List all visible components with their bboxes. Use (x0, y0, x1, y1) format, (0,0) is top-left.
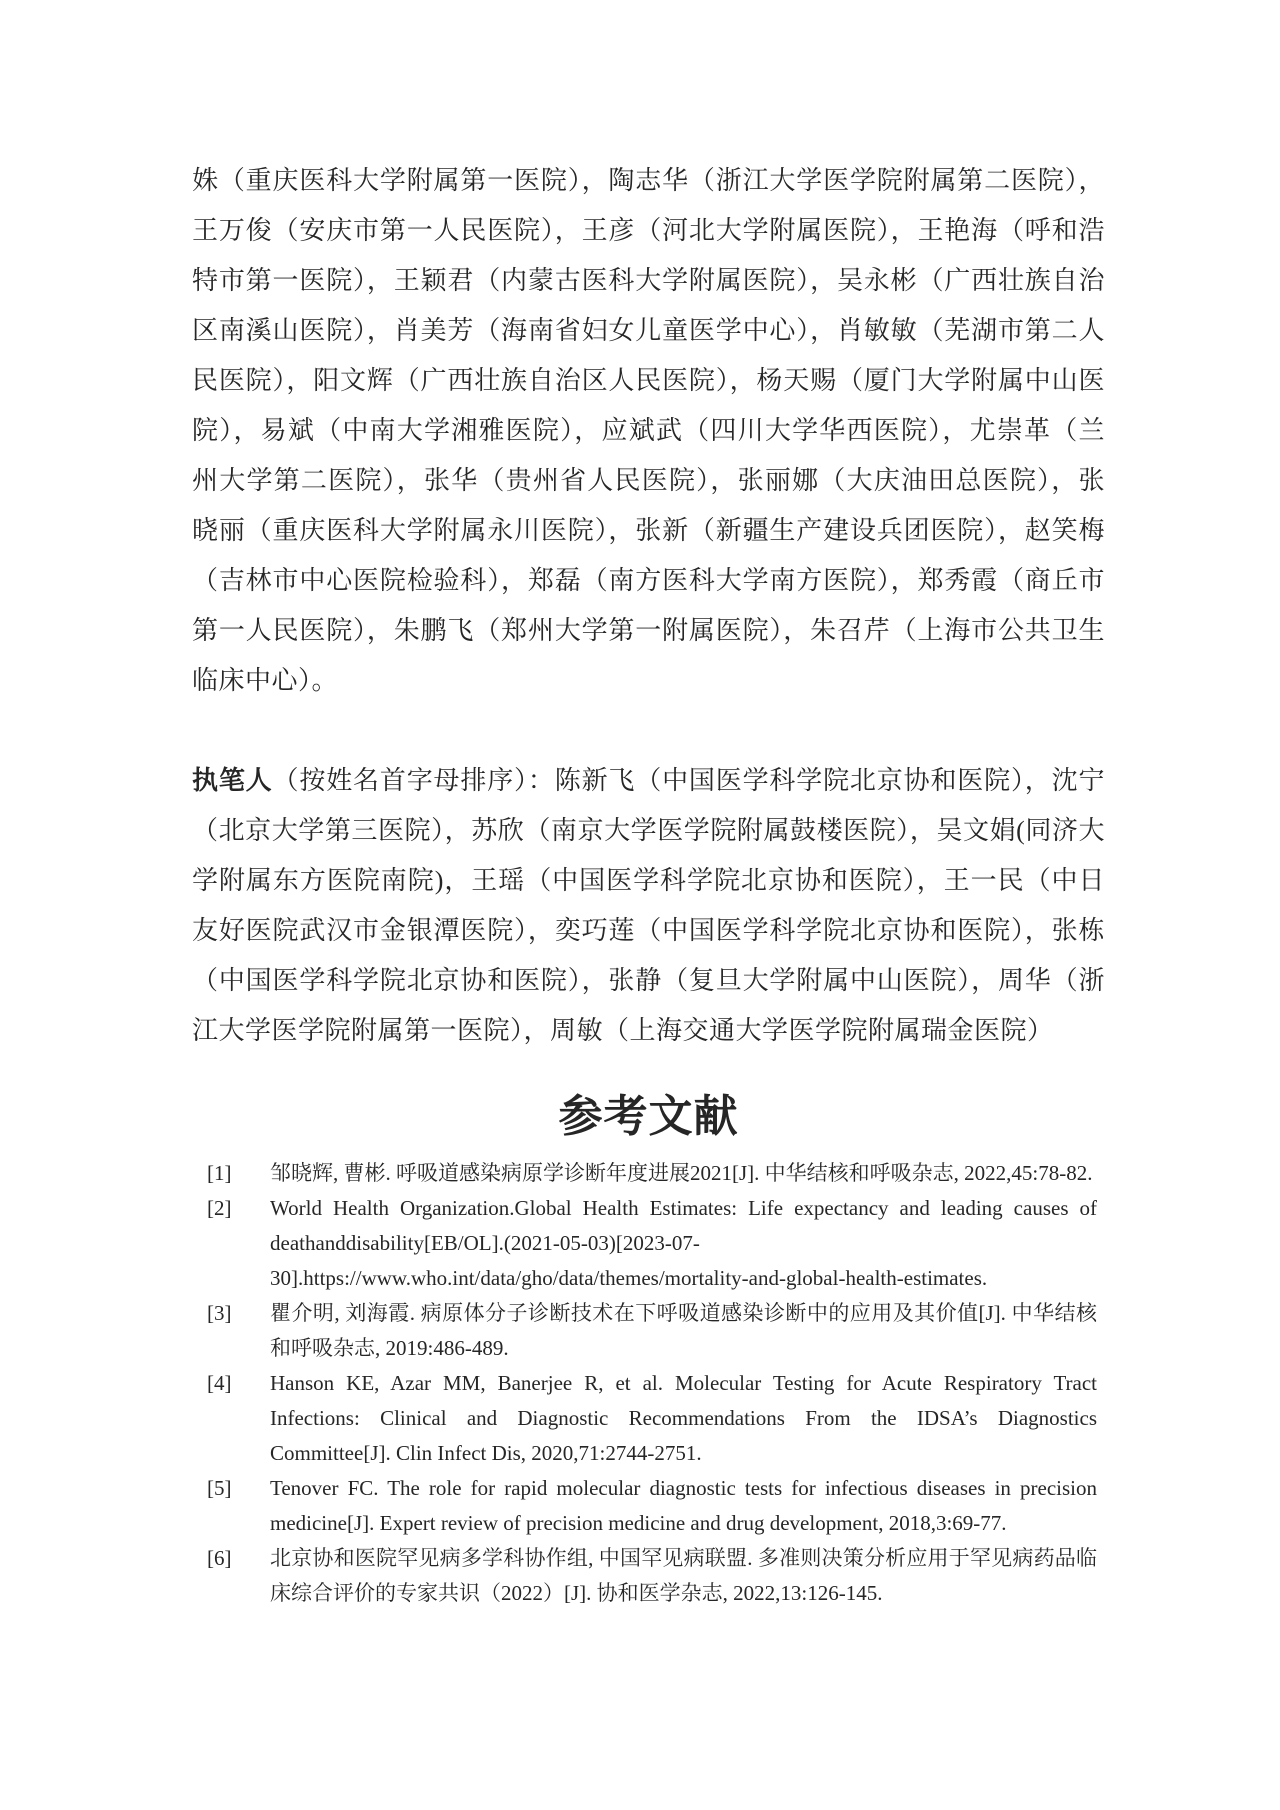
reference-number: [5] (207, 1476, 232, 1500)
reference-number: [4] (207, 1371, 232, 1395)
reference-list (192, 1156, 1105, 1611)
reference-text: World Health Organization.Global Health Estimates: Life expectancy and leading causes of deathanddisability[EB/OL].(2021-05-03)[2023-07-30].https://www.who.int/data/gho/data/themes/mortality-and-global-health-estimates. (270, 1196, 1097, 1290)
authors-text: （按姓名首字母排序）：陈新飞（中国医学科学院北京协和医院），沈宁（北京大学第三医院），苏欣（南京大学医学院附属鼓楼医院），吴文娟(同济大学附属东方医院南院)，王瑶（中国医学科学院北京协和医院），王一民（中日友好医院武汉市金银潭医院），奕巧莲（中国医学科学院北京协和医院），张栋（中国医学科学院北京协和医院），张静（复旦大学附属中山医院），周华（浙江大学医学院附属第一医院），周敏（上海交通大学医学院附属瑞金医院） (192, 766, 1105, 1045)
reference-number: [6] (207, 1546, 232, 1570)
reference-item-2 (192, 1191, 1105, 1296)
reference-item-3 (192, 1296, 1105, 1366)
reference-number: [1] (207, 1161, 232, 1185)
reference-text: Tenover FC. The role for rapid molecular diagnostic tests for infectious diseases in precision medicine[J]. Expert review of precision medicine and drug development, 2018,3:69-77. (270, 1476, 1097, 1535)
authors-label: 执笔人 (192, 766, 273, 795)
reference-text: Hanson KE, Azar MM, Banerjee R, et al. Molecular Testing for Acute Respiratory Tract Infections: Clinical and Diagnostic Recommendations From the IDSA’s Diagnostics Committee[J]. Clin Infect Dis, 2020,71:2744-2751. (270, 1371, 1097, 1465)
reference-number: [3] (207, 1301, 232, 1325)
reference-text: 邹晓辉, 曹彬. 呼吸道感染病原学诊断年度进展2021[J]. 中华结核和呼吸杂志, 2022,45:78-82. (270, 1161, 1093, 1185)
reference-item-4 (192, 1366, 1105, 1471)
reference-text: 瞿介明, 刘海霞. 病原体分子诊断技术在下呼吸道感染诊断中的应用及其价值[J]. 中华结核和呼吸杂志, 2019:486-489. (270, 1301, 1097, 1360)
reference-item-5 (192, 1471, 1105, 1541)
reference-text: 北京协和医院罕见病多学科协作组, 中国罕见病联盟. 多准则决策分析应用于罕见病药品临床综合评价的专家共识（2022）[J]. 协和医学杂志, 2022,13:126-145. (270, 1546, 1097, 1605)
reference-number: [2] (207, 1196, 232, 1220)
authors-paragraph (192, 756, 1105, 1056)
reference-item-1 (192, 1156, 1105, 1191)
references-heading: 参考文献 (558, 1092, 739, 1141)
contributors-continued-paragraph: 姝（重庆医科大学附属第一医院），陶志华（浙江大学医学院附属第二医院），王万俊（安庆市第一人民医院），王彦（河北大学附属医院），王艳海（呼和浩特市第一医院），王颖君（内蒙古医科大学附属医院），吴永彬（广西壮族自治区南溪山医院），肖美芳（海南省妇女儿童医学中心），肖敏敏（芜湖市第二人民医院），阳文辉（广西壮族自治区人民医院），杨天赐（厦门大学附属中山医院），易斌（中南大学湘雅医院），应斌武（四川大学华西医院），尤崇革（兰州大学第二医院），张华（贵州省人民医院），张丽娜（大庆油田总医院），张晓丽（重庆医科大学附属永川医院），张新（新疆生产建设兵团医院），赵笑梅（吉林市中心医院检验科），郑磊（南方医科大学南方医院），郑秀霞（商丘市第一人民医院），朱鹏飞（郑州大学第一附属医院），朱召芹（上海市公共卫生临床中心）。 (192, 166, 1105, 695)
reference-item-6 (192, 1541, 1105, 1611)
